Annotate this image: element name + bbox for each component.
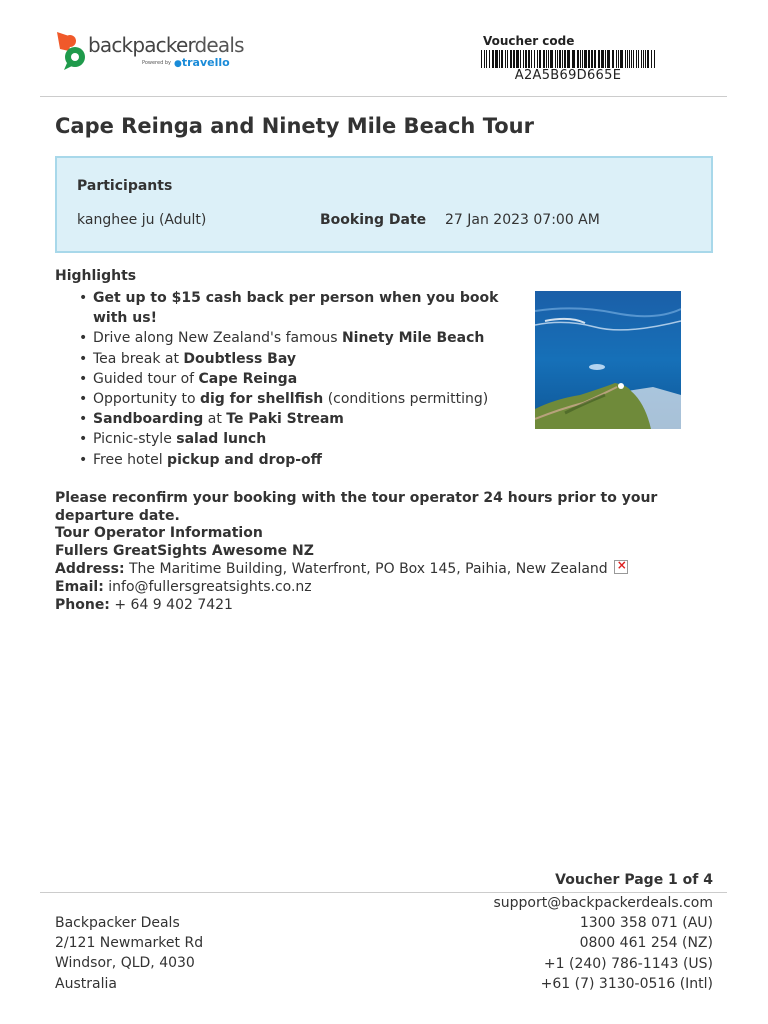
reconfirm-note: Please reconfirm your booking with the tour operator 24 hours prior to your departure date.	[55, 490, 658, 524]
operator-name: Fullers GreatSights Awesome NZ	[55, 542, 314, 559]
barcode-bar	[567, 50, 570, 68]
barcode-bar	[507, 50, 508, 68]
travello-text: travello	[181, 56, 230, 69]
highlight-text: Drive along New Zealand's famous	[93, 330, 342, 347]
barcode-bar	[651, 50, 652, 68]
highlight-text: Te Paki Stream	[226, 411, 344, 428]
barcode-bar	[543, 50, 545, 68]
highlight-item	[76, 429, 516, 449]
barcode-bar	[577, 50, 579, 68]
barcode-bar	[481, 50, 482, 68]
company-line: 2/121 Newmarket Rd	[55, 935, 204, 952]
phone-nz: 0800 461 254 (NZ)	[579, 935, 713, 952]
barcode-bar	[633, 50, 634, 68]
booking-date-label: Booking Date	[320, 212, 427, 228]
barcode-bar	[654, 50, 655, 68]
highlight-text: salad lunch	[176, 431, 267, 448]
booking-date-value: 27 Jan 2023 07:00 AM	[445, 212, 600, 228]
highlights-list	[76, 288, 516, 470]
barcode-bar	[516, 50, 519, 68]
barcode-bar	[605, 50, 606, 68]
barcode-bar	[645, 50, 646, 68]
tour-photo	[535, 291, 681, 429]
participant-name: kanghee ju (Adult)	[77, 212, 207, 228]
barcode-bar	[641, 50, 642, 68]
highlight-text: Sandboarding	[93, 411, 204, 428]
highlight-text: Free hotel	[93, 451, 168, 468]
highlight-text: (conditions permitting)	[323, 391, 489, 408]
company-line: Backpacker Deals	[55, 915, 180, 931]
phone-us: +1 (240) 786-1143 (US)	[543, 955, 713, 972]
barcode-bar	[555, 50, 556, 68]
support-contacts	[493, 893, 713, 994]
highlight-item	[76, 328, 516, 348]
operator-address-row	[55, 560, 695, 579]
barcode-bar	[580, 50, 581, 68]
address-value: The Maritime Building, Waterfront, PO Box 145, Paihia, New Zealand	[129, 561, 608, 578]
barcode-bar	[510, 50, 512, 68]
highlight-item	[76, 349, 516, 369]
barcode-bar	[584, 50, 587, 68]
brand-name-backpacker: backpacker	[88, 33, 195, 57]
barcode-bar	[627, 50, 628, 68]
barcode-bar	[594, 50, 596, 68]
barcode-bar	[546, 50, 547, 68]
barcode-bar	[528, 50, 530, 68]
highlight-text: at	[203, 411, 227, 428]
voucher-code-label: Voucher code	[483, 34, 575, 48]
highlight-text: Guided tour of	[93, 370, 199, 387]
highlight-text: Doubtless Bay	[183, 350, 296, 367]
highlight-item	[76, 369, 516, 389]
barcode-bar	[572, 50, 575, 68]
email-label: Email:	[55, 578, 104, 595]
header-divider	[40, 96, 727, 97]
highlight-text: Tea break at	[93, 350, 184, 367]
voucher-code-value: A2A5B69D665E	[514, 68, 622, 83]
highlight-text: Cape Reinga	[198, 370, 298, 387]
brand-logo-text	[88, 33, 244, 57]
operator-info	[55, 490, 695, 614]
phone-au: 1300 358 071 (AU)	[579, 915, 713, 932]
voucher-barcode	[481, 50, 655, 68]
backpacker-deals-logo-icon	[54, 29, 90, 71]
company-address	[55, 913, 203, 994]
barcode-bar	[489, 50, 490, 68]
participants-label: Participants	[77, 178, 173, 194]
barcode-bar	[564, 50, 566, 68]
highlight-text: dig for shellfish	[199, 391, 324, 408]
phone-intl: +61 (7) 3130-0516 (Intl)	[540, 975, 713, 992]
page-indicator: Voucher Page 1 of 4	[555, 872, 713, 888]
operator-section-title: Tour Operator Information	[55, 525, 263, 542]
page-title: Cape Reinga and Ninety Mile Beach Tour	[55, 114, 534, 138]
brand-name-deals: deals	[194, 33, 244, 57]
highlight-item	[76, 389, 516, 409]
barcode-bar	[625, 50, 626, 68]
highlight-text: Get up to $15 cash back per person when you book with us!	[93, 290, 499, 327]
barcode-bar	[492, 50, 494, 68]
email-value[interactable]: info@fullersgreatsights.co.nz	[108, 578, 312, 595]
highlight-item	[76, 288, 516, 328]
highlight-text: Ninety Mile Beach	[341, 330, 485, 347]
barcode-bar	[523, 50, 524, 68]
phone-label: Phone:	[55, 596, 110, 613]
barcode-bar	[501, 50, 503, 68]
barcode-bar	[550, 50, 553, 68]
barcode-bar	[607, 50, 610, 68]
participants-panel	[55, 156, 713, 253]
barcode-bar	[620, 50, 623, 68]
barcode-bar	[534, 50, 535, 68]
operator-email-row	[55, 579, 695, 597]
barcode-bar	[495, 50, 498, 68]
barcode-bar	[638, 50, 639, 68]
barcode-bar	[559, 50, 561, 68]
barcode-bar	[505, 50, 506, 68]
barcode-bar	[631, 50, 632, 68]
barcode-bar	[537, 50, 538, 68]
barcode-bar	[582, 50, 583, 68]
barcode-bar	[618, 50, 619, 68]
barcode-bar	[562, 50, 563, 68]
highlight-item	[76, 450, 516, 470]
barcode-bar	[636, 50, 637, 68]
barcode-bar	[591, 50, 593, 68]
travello-pin-icon: ●	[174, 59, 182, 69]
barcode-bar	[616, 50, 617, 68]
barcode-bar	[647, 50, 649, 68]
barcode-bar	[525, 50, 527, 68]
barcode-bar	[548, 50, 549, 68]
company-line: Australia	[55, 975, 117, 992]
barcode-bar	[513, 50, 515, 68]
company-line: Windsor, QLD, 4030	[55, 955, 195, 972]
barcode-bar	[539, 50, 541, 68]
barcode-bar	[588, 50, 590, 68]
barcode-bar	[486, 50, 487, 68]
barcode-bar	[612, 50, 614, 68]
highlights-heading: Highlights	[55, 268, 137, 284]
barcode-bar	[601, 50, 604, 68]
barcode-bar	[484, 50, 485, 68]
phone-value: + 64 9 402 7421	[114, 596, 233, 613]
support-email[interactable]: support@backpackerdeals.com	[493, 895, 713, 911]
highlight-text: Opportunity to	[93, 391, 200, 408]
barcode-bar	[531, 50, 532, 68]
highlight-text: Picnic-style	[93, 431, 177, 448]
travello-brand	[174, 56, 230, 69]
broken-image-icon	[614, 560, 628, 574]
barcode-bar	[557, 50, 558, 68]
powered-by-label: Powered by	[142, 60, 171, 66]
barcode-bar	[598, 50, 600, 68]
barcode-bar	[643, 50, 644, 68]
barcode-bar	[629, 50, 630, 68]
barcode-bar	[520, 50, 521, 68]
address-label: Address:	[55, 561, 125, 578]
highlight-text: pickup and drop-off	[167, 451, 322, 468]
operator-phone-row	[55, 597, 695, 615]
barcode-bar	[499, 50, 500, 68]
highlight-item	[76, 409, 516, 429]
